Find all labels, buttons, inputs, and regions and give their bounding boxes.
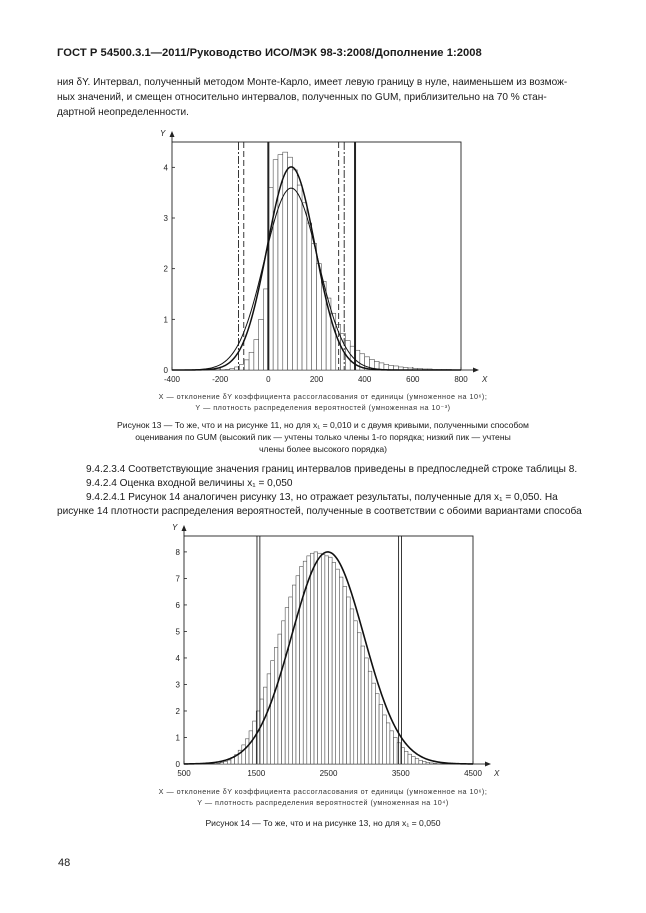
y-tick-label: 8 (175, 547, 180, 557)
x-tick-label: 4500 (464, 769, 482, 778)
y-tick-label: 3 (163, 214, 168, 223)
histogram-bar (227, 760, 231, 764)
x-tick-label: 2500 (319, 769, 338, 778)
paragraph-9-4-2-3-4: 9.4.2.3.4 Соответствующие значения границ интервалов приведены в предпоследней строке таблицы 8. (86, 464, 578, 475)
histogram-bar (419, 760, 423, 764)
intro-line: ния δY. Интервал, полученный методом Монте-Карло, имеет левую границу в нуле, наименьшем из возмож- (57, 77, 568, 88)
x-tick-label: 3500 (391, 769, 410, 778)
histogram-bar (253, 721, 257, 764)
histogram-bar (318, 553, 322, 764)
figure-14-y-legend: Y — плотность распределения вероятностей (умноженная на 10⁴) (197, 798, 449, 807)
y-axis-arrowhead (170, 131, 175, 137)
x-tick-label: 800 (454, 375, 468, 384)
y-tick-label: 0 (175, 760, 180, 769)
histogram-bar (383, 715, 387, 764)
histogram-bar (361, 646, 365, 764)
histogram-bar (224, 761, 228, 764)
histogram-bar (422, 761, 426, 764)
x-tick-label: -400 (163, 375, 181, 384)
x-axis-letter: X (482, 375, 488, 384)
histogram-bar (372, 683, 376, 764)
y-axis-letter: Y (172, 523, 178, 532)
histogram-bar (296, 576, 300, 764)
histogram-bar (368, 671, 372, 764)
histogram-bar (260, 699, 264, 764)
histogram-bar (297, 185, 302, 370)
histogram-bar (217, 763, 221, 764)
y-tick-label: 1 (175, 733, 180, 743)
histogram-bar (307, 556, 311, 764)
figure-14-axis-legend (0, 786, 646, 808)
histogram-bar (312, 243, 317, 370)
histogram-bar (390, 731, 394, 764)
figure-14-caption: Рисунок 14 — То же, что и на рисунке 13, но для x₁ = 0,050 (205, 818, 441, 828)
y-tick-label: 2 (175, 706, 180, 716)
histogram-bar (426, 762, 430, 764)
figure-13-chart (140, 122, 500, 394)
histogram-bar (244, 360, 249, 370)
y-tick-label: 0 (163, 366, 168, 375)
histogram-bar (408, 754, 412, 764)
histogram-bar (412, 757, 416, 764)
histogram-bar (310, 553, 314, 764)
figure-14-x-legend: X — отклонение δY коэффициента рассогласования от единицы (умноженное на 10⁶); (158, 787, 488, 796)
figure-13-axis-legend (0, 391, 646, 413)
histogram-bar (285, 608, 289, 764)
y-tick-label: 2 (163, 264, 168, 274)
histogram-bar (433, 763, 437, 764)
x-tick-label: 200 (309, 375, 324, 384)
histogram-bar (321, 555, 325, 764)
intro-line: дартной неопределенности. (57, 107, 189, 118)
histogram-bar (278, 634, 282, 764)
running-header: ГОСТ Р 54500.3.1—2011/Руководство ИСО/МЭК 98-3:2008/Дополнение 1:2008 (57, 47, 482, 59)
histogram-bar (357, 633, 361, 764)
histogram-bar (329, 557, 333, 764)
histogram-bar (332, 563, 336, 764)
histogram-bar (267, 674, 271, 764)
histogram-bar (274, 647, 278, 764)
x-tick-label: 500 (177, 769, 191, 778)
x-tick-label: 600 (406, 375, 420, 384)
histogram-bar (282, 621, 286, 764)
histogram-bar (375, 694, 379, 764)
figure-13-y-legend: Y — плотность распределения вероятностей (умноженная на 10⁻³) (195, 403, 451, 412)
histogram-bar (245, 739, 249, 764)
histogram-bar (230, 368, 235, 370)
y-axis-letter: Y (160, 129, 166, 138)
histogram-bar (379, 704, 383, 764)
histogram-bar (317, 264, 322, 370)
figure-13-caption (0, 419, 646, 455)
x-tick-label: 400 (357, 375, 372, 384)
page-number: 48 (58, 857, 71, 869)
y-tick-label: 3 (175, 680, 180, 690)
histogram-bar (283, 152, 288, 370)
histogram-bar (307, 223, 312, 370)
histogram-bar (263, 687, 267, 764)
caption-line: Рисунок 13 — То же, что и на рисунке 11, но для x₁ = 0,010 и с двумя кривыми, полученными способом (117, 420, 529, 430)
histogram-bar (347, 597, 351, 764)
paragraph-9-4-2-4: 9.4.2.4 Оценка входной величины x₁ = 0,050 (86, 478, 293, 489)
y-axis-arrowhead (182, 525, 187, 531)
histogram-bar (249, 352, 254, 370)
histogram-bar (242, 745, 246, 764)
histogram-bar (339, 577, 343, 764)
histogram-bar (249, 731, 253, 764)
histogram-bar (289, 597, 293, 764)
intro-line: ных значений, и смещен относительно интервалов, полученных по GUM, приблизительно на 70 % стан- (57, 92, 547, 103)
histogram-bar (354, 621, 358, 764)
histogram-bar (394, 737, 398, 764)
histogram-bar (292, 170, 297, 370)
y-tick-label: 6 (175, 600, 180, 610)
caption-line: члены более высокого порядка) (258, 444, 388, 454)
caption-line: оценивания по GUM (высокий пик — учтены только члены 1-го порядка; низкий пик — учтены (135, 432, 511, 442)
histogram-bar (430, 763, 434, 764)
y-tick-label: 5 (175, 627, 180, 637)
histogram-bar (314, 552, 318, 764)
y-tick-label: 1 (163, 315, 168, 325)
histogram-bar (350, 609, 354, 764)
x-axis-arrowhead (485, 762, 491, 767)
figure-13-x-legend: X — отклонение δY коэффициента рассогласования от единицы (умноженное на 10⁶); (158, 392, 488, 401)
paragraph-9-4-2-4-1-cont: рисунке 14 плотности распределения вероятностей, полученные в соответствии с обоими вариантами способа (57, 506, 582, 517)
histogram-bar (302, 203, 307, 370)
intro-paragraph (57, 75, 597, 120)
histogram-bar (292, 585, 296, 764)
x-tick-label: 0 (266, 375, 271, 384)
histogram-bar (343, 586, 347, 764)
histogram-bar (225, 369, 230, 370)
histogram-bar (271, 661, 275, 764)
x-axis-arrowhead (473, 368, 479, 373)
histogram-bar (415, 759, 419, 764)
y-tick-label: 4 (175, 653, 180, 663)
histogram-bar (365, 658, 369, 764)
x-axis-letter: X (494, 769, 500, 778)
y-tick-label: 4 (163, 163, 168, 173)
histogram-bar (404, 751, 408, 764)
y-tick-label: 7 (175, 574, 180, 584)
x-tick-label: -200 (212, 375, 229, 384)
histogram-bar (325, 556, 329, 764)
figure-14-chart (152, 518, 502, 784)
histogram-bar (273, 160, 278, 370)
paragraph-9-4-2-4-1: 9.4.2.4.1 Рисунок 14 аналогичен рисунку 13, но отражает результаты, полученные для x₁ = 0,050. На (86, 492, 558, 503)
histogram-bar (254, 340, 259, 370)
histogram-bar (336, 569, 340, 764)
x-tick-label: 1500 (247, 769, 266, 778)
histogram-bar (220, 763, 224, 764)
histogram-bar (259, 319, 264, 370)
histogram-bar (386, 723, 390, 764)
